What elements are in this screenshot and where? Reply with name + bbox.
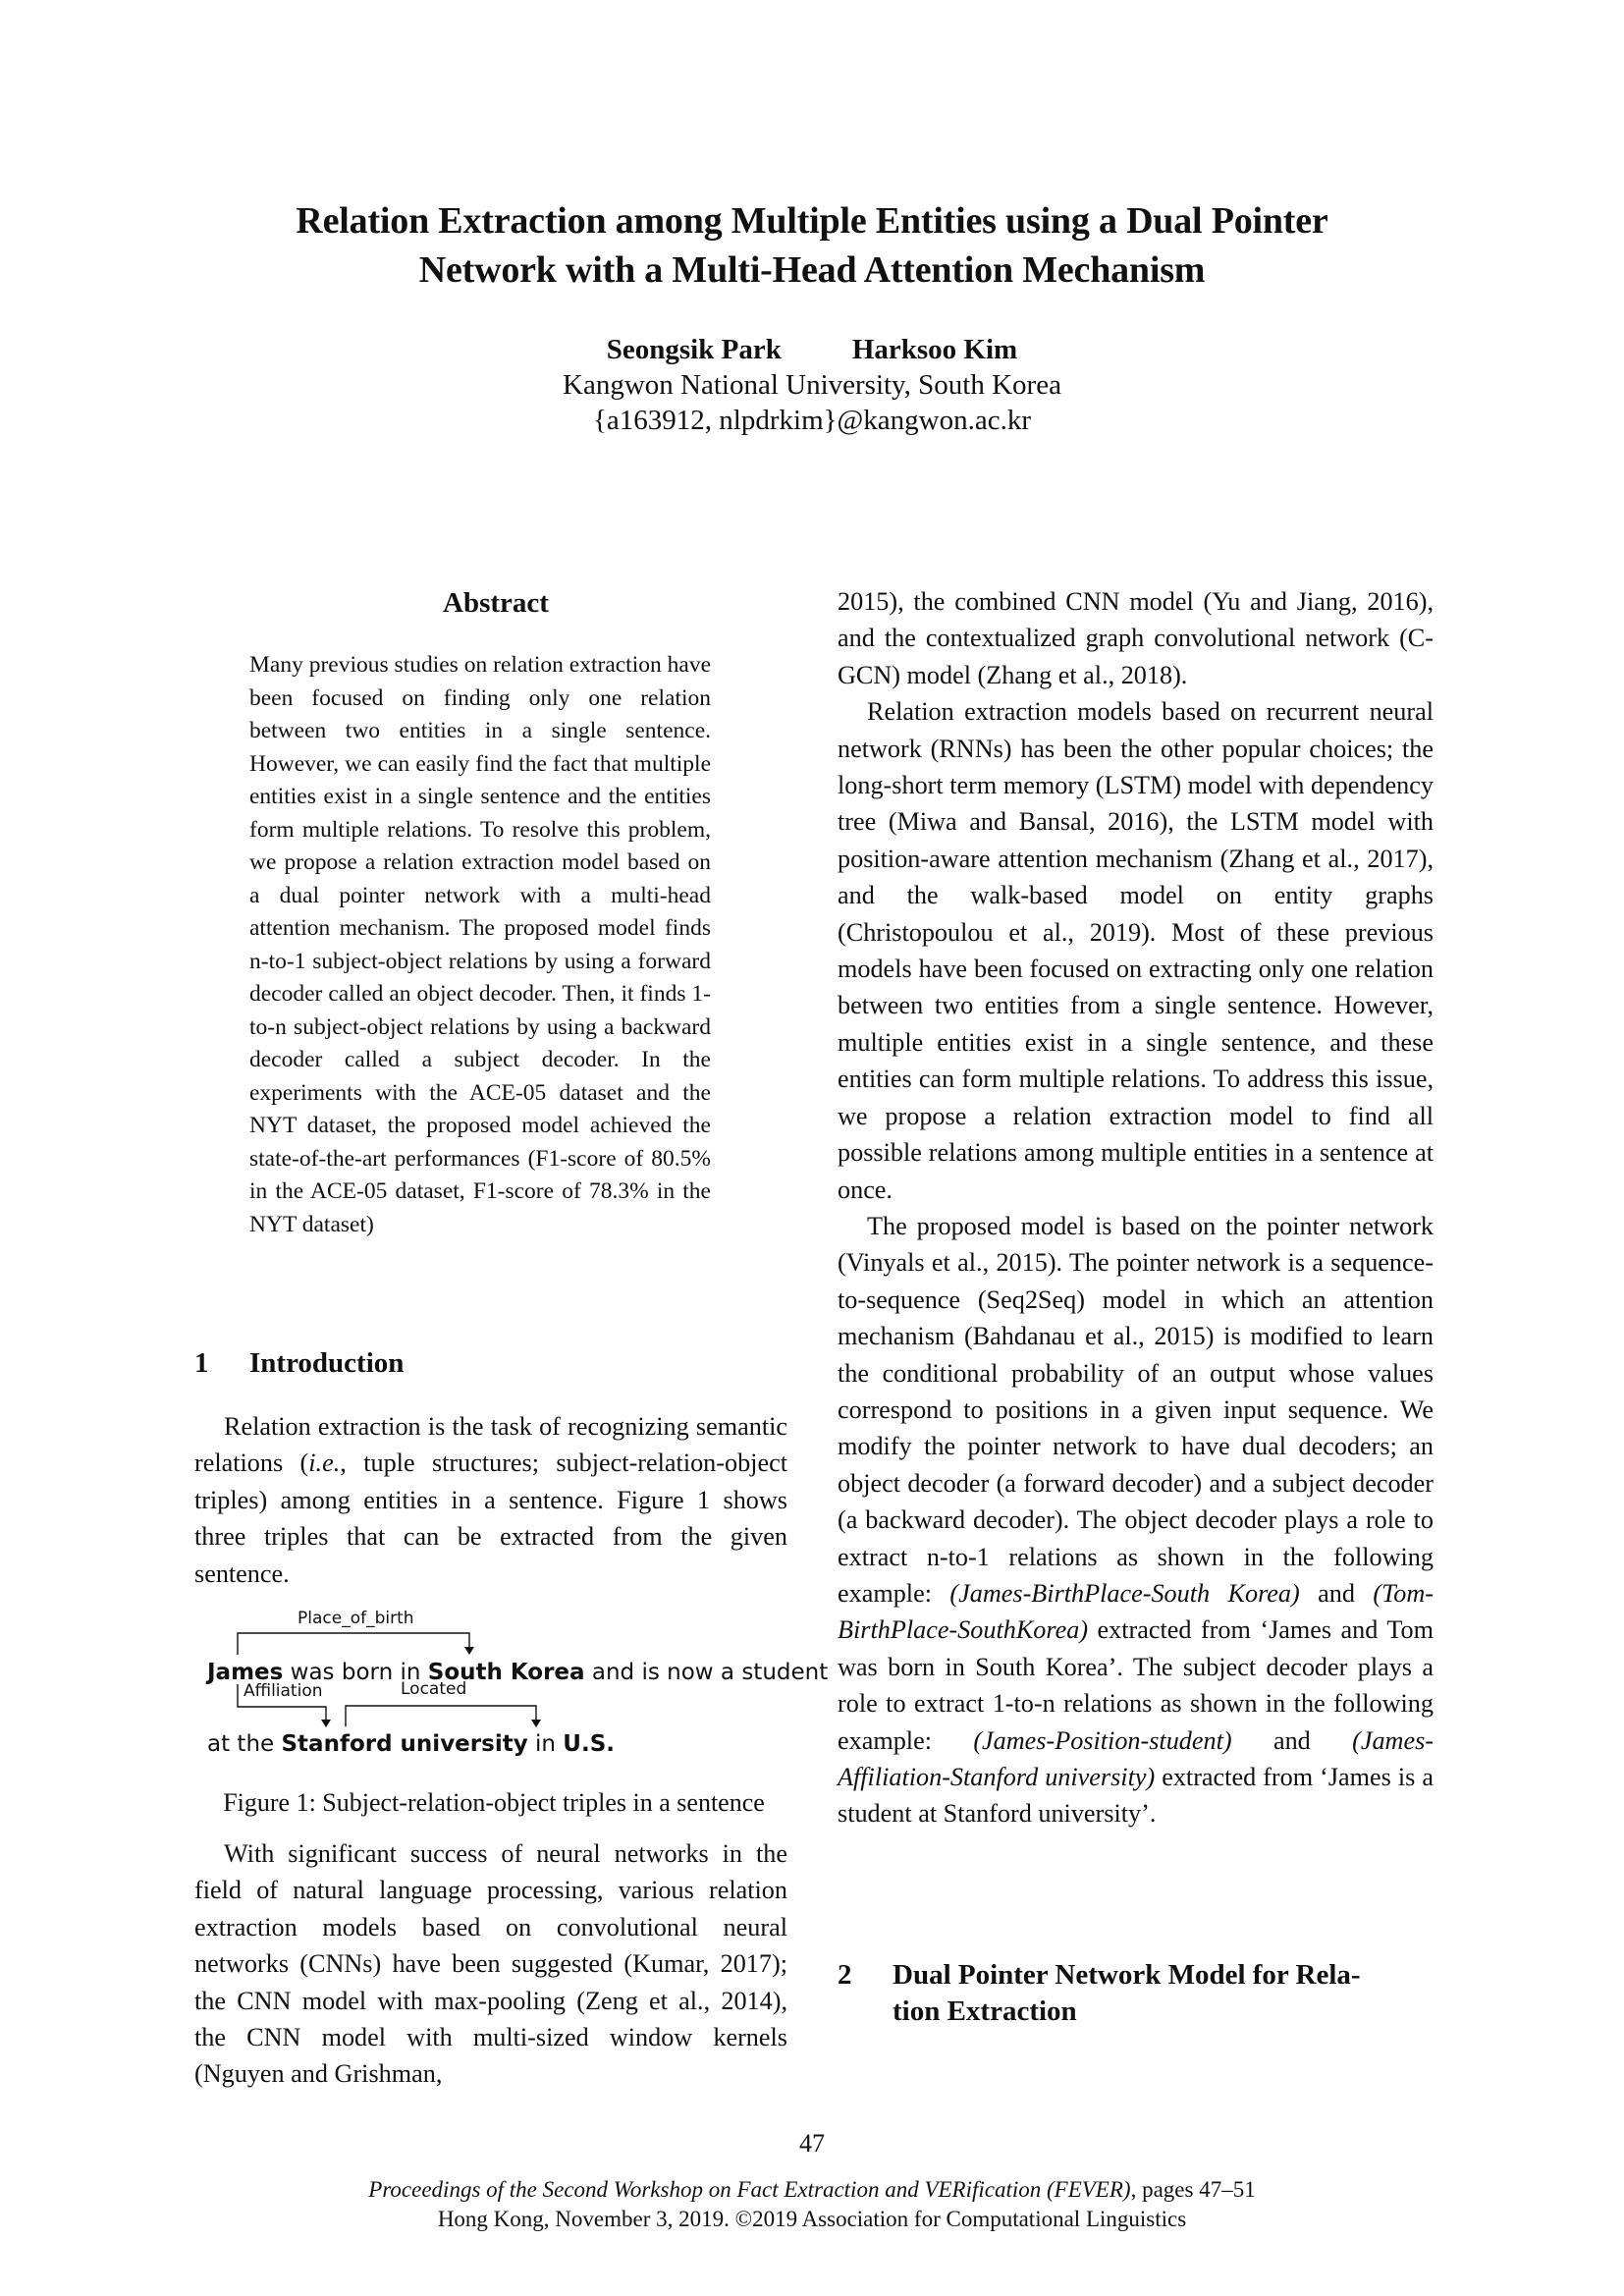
entity-james: James <box>207 1660 284 1685</box>
author-1: Seongsik Park <box>606 334 782 365</box>
paragraph-proposed-model: The proposed model is based on the pointer network (Vinyals et al., 2015). The pointer network is a sequence-to-sequence (Seq2Seq) model in which an attention mechanism (Bahdanau et al., 2015) is modified to learn the conditional probability of an output whose values correspond to positions in a given input sequence. We modify the pointer network to have dual decoders; an object decoder (a forward decoder) and a subject decoder (a backward decoder). The object decoder plays a role to extract n-to-1 relations as shown in the following example: (James-BirthPlace-South Korea) and (Tom-BirthPlace-SouthKorea) extracted from ‘James and Tom was born in South Korea’. The subject decoder plays a role to extract 1-to-n relations as shown in the following example: (James-Position-student) and (James-Affiliation-Stanford university) extracted from ‘James is a student at Stanford university’. <box>838 1211 1435 1829</box>
entity-south-korea: South Korea <box>427 1660 585 1685</box>
example-triple-2: (Tom-BirthPlace-SouthKorea) <box>838 1578 1435 1645</box>
section-2-title-line-1: Dual Pointer Network Model for Rela- <box>893 1959 1361 1991</box>
intro-paragraph-1: Relation extraction is the task of recognizing semantic relations (i.e., tuple structures; subject-relation-object triples) among entities in a sentence. Figure 1 shows three triples that can be extracted from the given sentence. <box>194 1412 787 1588</box>
paragraph-rnn: Relation extraction models based on recurrent neural network (RNNs) has been the other popular choices; the long-short term memory (LSTM) model with dependency tree (Miwa and Bansal, 2016), the LSTM model with position-aware attention mechanism (Zhang et al., 2017), and the walk-based model on entity graphs (Christopoulou et al., 2019). Most of these previous models have been focused on extracting only one relation between two entities from a single sentence. However, multiple entities exist in a single sentence, and these entities can form multiple relations. To address this issue, we propose a relation extraction model to find all possible relations among multiple entities in a sentence at once. <box>838 697 1434 1204</box>
entity-us: U.S. <box>563 1731 615 1757</box>
venue-copyright: Hong Kong, November 3, 2019. ©2019 Association for Computational Linguistics <box>437 2207 1187 2231</box>
right-column-text <box>838 583 1434 1832</box>
section-1-heading <box>194 1345 787 1382</box>
proceedings-pages: , pages 47–51 <box>1130 2177 1256 2202</box>
proceedings-title: Proceedings of the Second Workshop on Fact Extraction and VERification (FEVER) <box>368 2177 1131 2202</box>
figure-sentence-line-2: at the Stanford university in U.S. <box>207 1731 615 1757</box>
abstract-body <box>249 649 711 1241</box>
example-triple-4: (James-Affiliation-Stanford university) <box>838 1725 1434 1791</box>
abstract-text: Many previous studies on relation extraction have been focused on finding only one relation between two entities in a single sentence. However, we can easily find the fact that multiple entities exist in a single sentence and the entities form multiple relations. To resolve this problem, we propose a relation extraction model based on a dual pointer network with a multi-head attention mechanism. The proposed model finds n-to-1 subject-object relations by using a forward decoder called an object decoder. Then, it finds 1-to-n subject-object relations by using a backward decoder called a subject decoder. In the experiments with the ACE-05 dataset and the NYT dataset, the proposed model achieved the state-of-the-art performances (F1-score of 80.5% in the ACE-05 dataset, F1-score of 78.3% in the NYT dataset) <box>249 652 711 1237</box>
proceedings-line <box>0 2175 1624 2205</box>
example-triple-3: (James-Position-student) <box>973 1725 1232 1755</box>
title-line-2: Network with a Multi-Head Attention Mechanism <box>418 249 1206 291</box>
relation-label-located: Located <box>401 1679 467 1699</box>
title-line-1: Relation Extraction among Multiple Entities using a Dual Pointer <box>296 200 1328 242</box>
section-2-title-line-2: tion Extraction <box>893 1995 1077 2027</box>
relation-label-affiliation: Affiliation <box>244 1681 323 1701</box>
paper-title <box>0 196 1624 295</box>
page-number: 47 <box>799 2129 825 2158</box>
paragraph-continuation: 2015), the combined CNN model (Yu and Jiang, 2016), and the contextualized graph convolutional network (C-GCN) model (Zhang et al., 2018). <box>838 587 1434 689</box>
intro-paragraph-2: With significant success of neural networks in the field of natural language processing, various relation extraction models based on convolutional neural networks (CNNs) have been suggested (Kumar, 2017); the CNN model with max-pooling (Zeng et al., 2014), the CNN model with multi-sized window kernels (Nguyen and Grishman, <box>194 1839 787 2089</box>
section-1-number: 1 <box>194 1347 209 1379</box>
example-triple-1: (James-BirthPlace-South Korea) <box>949 1578 1300 1608</box>
affiliation: Kangwon National University, South Korea <box>563 369 1061 401</box>
author-2: Harksoo Kim <box>851 334 1018 365</box>
figure-1 <box>187 1609 829 1797</box>
relation-label-place-of-birth: Place_of_birth <box>298 1609 414 1628</box>
section-1-title: Introduction <box>249 1347 405 1379</box>
section-2-number: 2 <box>838 1959 852 1991</box>
figure-sentence-line-1: James was born in South Korea and is now a student <box>207 1660 829 1685</box>
authors <box>0 332 1624 367</box>
section-2-heading <box>838 1957 1434 2030</box>
author-email: {a163912, nlpdrkim}@kangwon.ac.kr <box>593 405 1031 436</box>
ie-italic: i.e. <box>308 1449 341 1478</box>
abstract-heading: Abstract <box>443 587 549 619</box>
entity-stanford-university: Stanford university <box>281 1731 528 1757</box>
relation-arrows <box>187 1611 795 1797</box>
figure-1-caption: Figure 1: Subject-relation-object triples in a sentence <box>223 1788 765 1817</box>
